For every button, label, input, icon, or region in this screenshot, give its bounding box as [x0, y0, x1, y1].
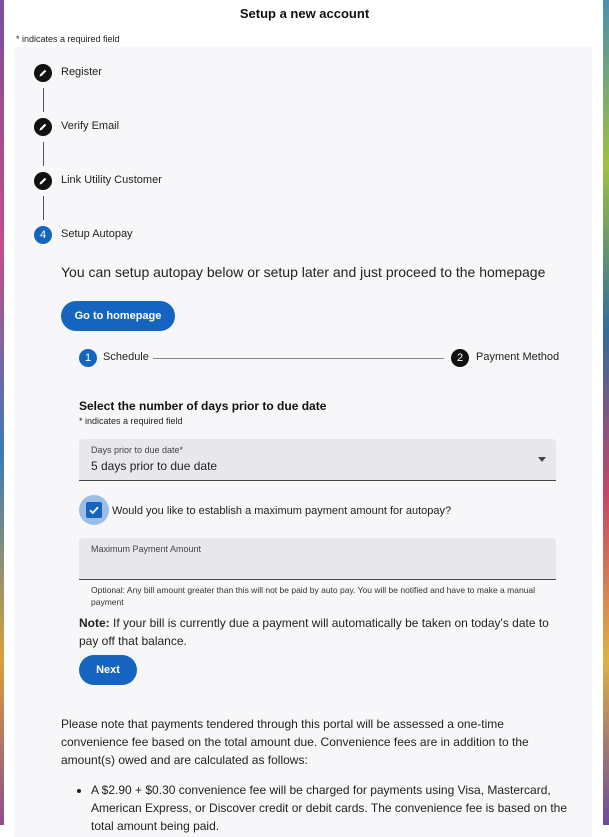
background-strip-right [603, 0, 609, 825]
max-payment-checkbox[interactable] [86, 502, 102, 518]
step-link-utility-pencil-icon [34, 172, 52, 190]
days-prior-select[interactable] [79, 439, 556, 481]
max-payment-amount-label: Maximum Payment Amount [91, 544, 202, 554]
step-connector [43, 88, 44, 112]
substep-connector [153, 358, 444, 359]
required-field-note: * indicates a required field [16, 34, 120, 44]
autopay-note [79, 614, 559, 650]
page-title: Setup a new account [239, 6, 370, 21]
substep-payment-method-label[interactable]: Payment Method [476, 351, 560, 363]
substep-payment-method-number: 2 [451, 349, 469, 367]
next-button[interactable]: Next [79, 655, 137, 685]
schedule-required-note: * indicates a required field [79, 416, 183, 426]
step-connector [43, 196, 44, 220]
list-item: • A $2.90 + $0.30 convenience fee will be charged for payments using Visa, Mastercard, American Express, or Discover credit or debit cards. The convenience fee is based on the total amount being paid. [91, 781, 591, 835]
convenience-fee-list [61, 781, 591, 835]
convenience-fee-text: Please note that payments tendered through this portal will be assessed a one-time convenience fee based on the total amount due. Convenience fees are in addition to the amount(s) owed and are calculated as follows: [61, 717, 529, 767]
substep-schedule-number: 1 [79, 349, 97, 367]
step-setup-autopay-label[interactable]: Setup Autopay [61, 228, 133, 240]
max-payment-checkbox-label[interactable]: Would you like to establish a maximum payment amount for autopay? [112, 505, 452, 517]
step-setup-autopay-number: 4 [34, 226, 52, 244]
dropdown-arrow-icon [538, 457, 546, 462]
checkmark-icon [88, 504, 100, 516]
note-label: Note: [79, 616, 110, 630]
step-register-pencil-icon [34, 64, 52, 82]
autopay-intro-text: You can setup autopay below or setup later and just proceed to the homepage [61, 264, 546, 280]
step-verify-email-label[interactable]: Verify Email [61, 120, 120, 132]
max-payment-hint: Optional: Any bill amount greater than this will not be paid by auto pay. You will be notified and have to make a manual payment [91, 585, 536, 607]
substep-schedule-label[interactable]: Schedule [103, 351, 149, 363]
go-to-homepage-button[interactable]: Go to homepage [61, 301, 175, 331]
max-payment-amount-input[interactable] [79, 538, 556, 580]
step-link-utility-label[interactable]: Link Utility Customer [61, 174, 162, 186]
step-register-label[interactable]: Register [61, 66, 102, 78]
background-strip-left [0, 0, 4, 825]
days-prior-value: 5 days prior to due date [91, 459, 218, 473]
step-verify-email-pencil-icon [34, 118, 52, 136]
note-text: If your bill is currently due a payment will automatically be taken on today's date to pay off that balance. [79, 616, 549, 648]
step-connector [43, 142, 44, 166]
schedule-section-title: Select the number of days prior to due date [79, 399, 327, 413]
days-prior-label: Days prior to due date* [91, 445, 184, 455]
